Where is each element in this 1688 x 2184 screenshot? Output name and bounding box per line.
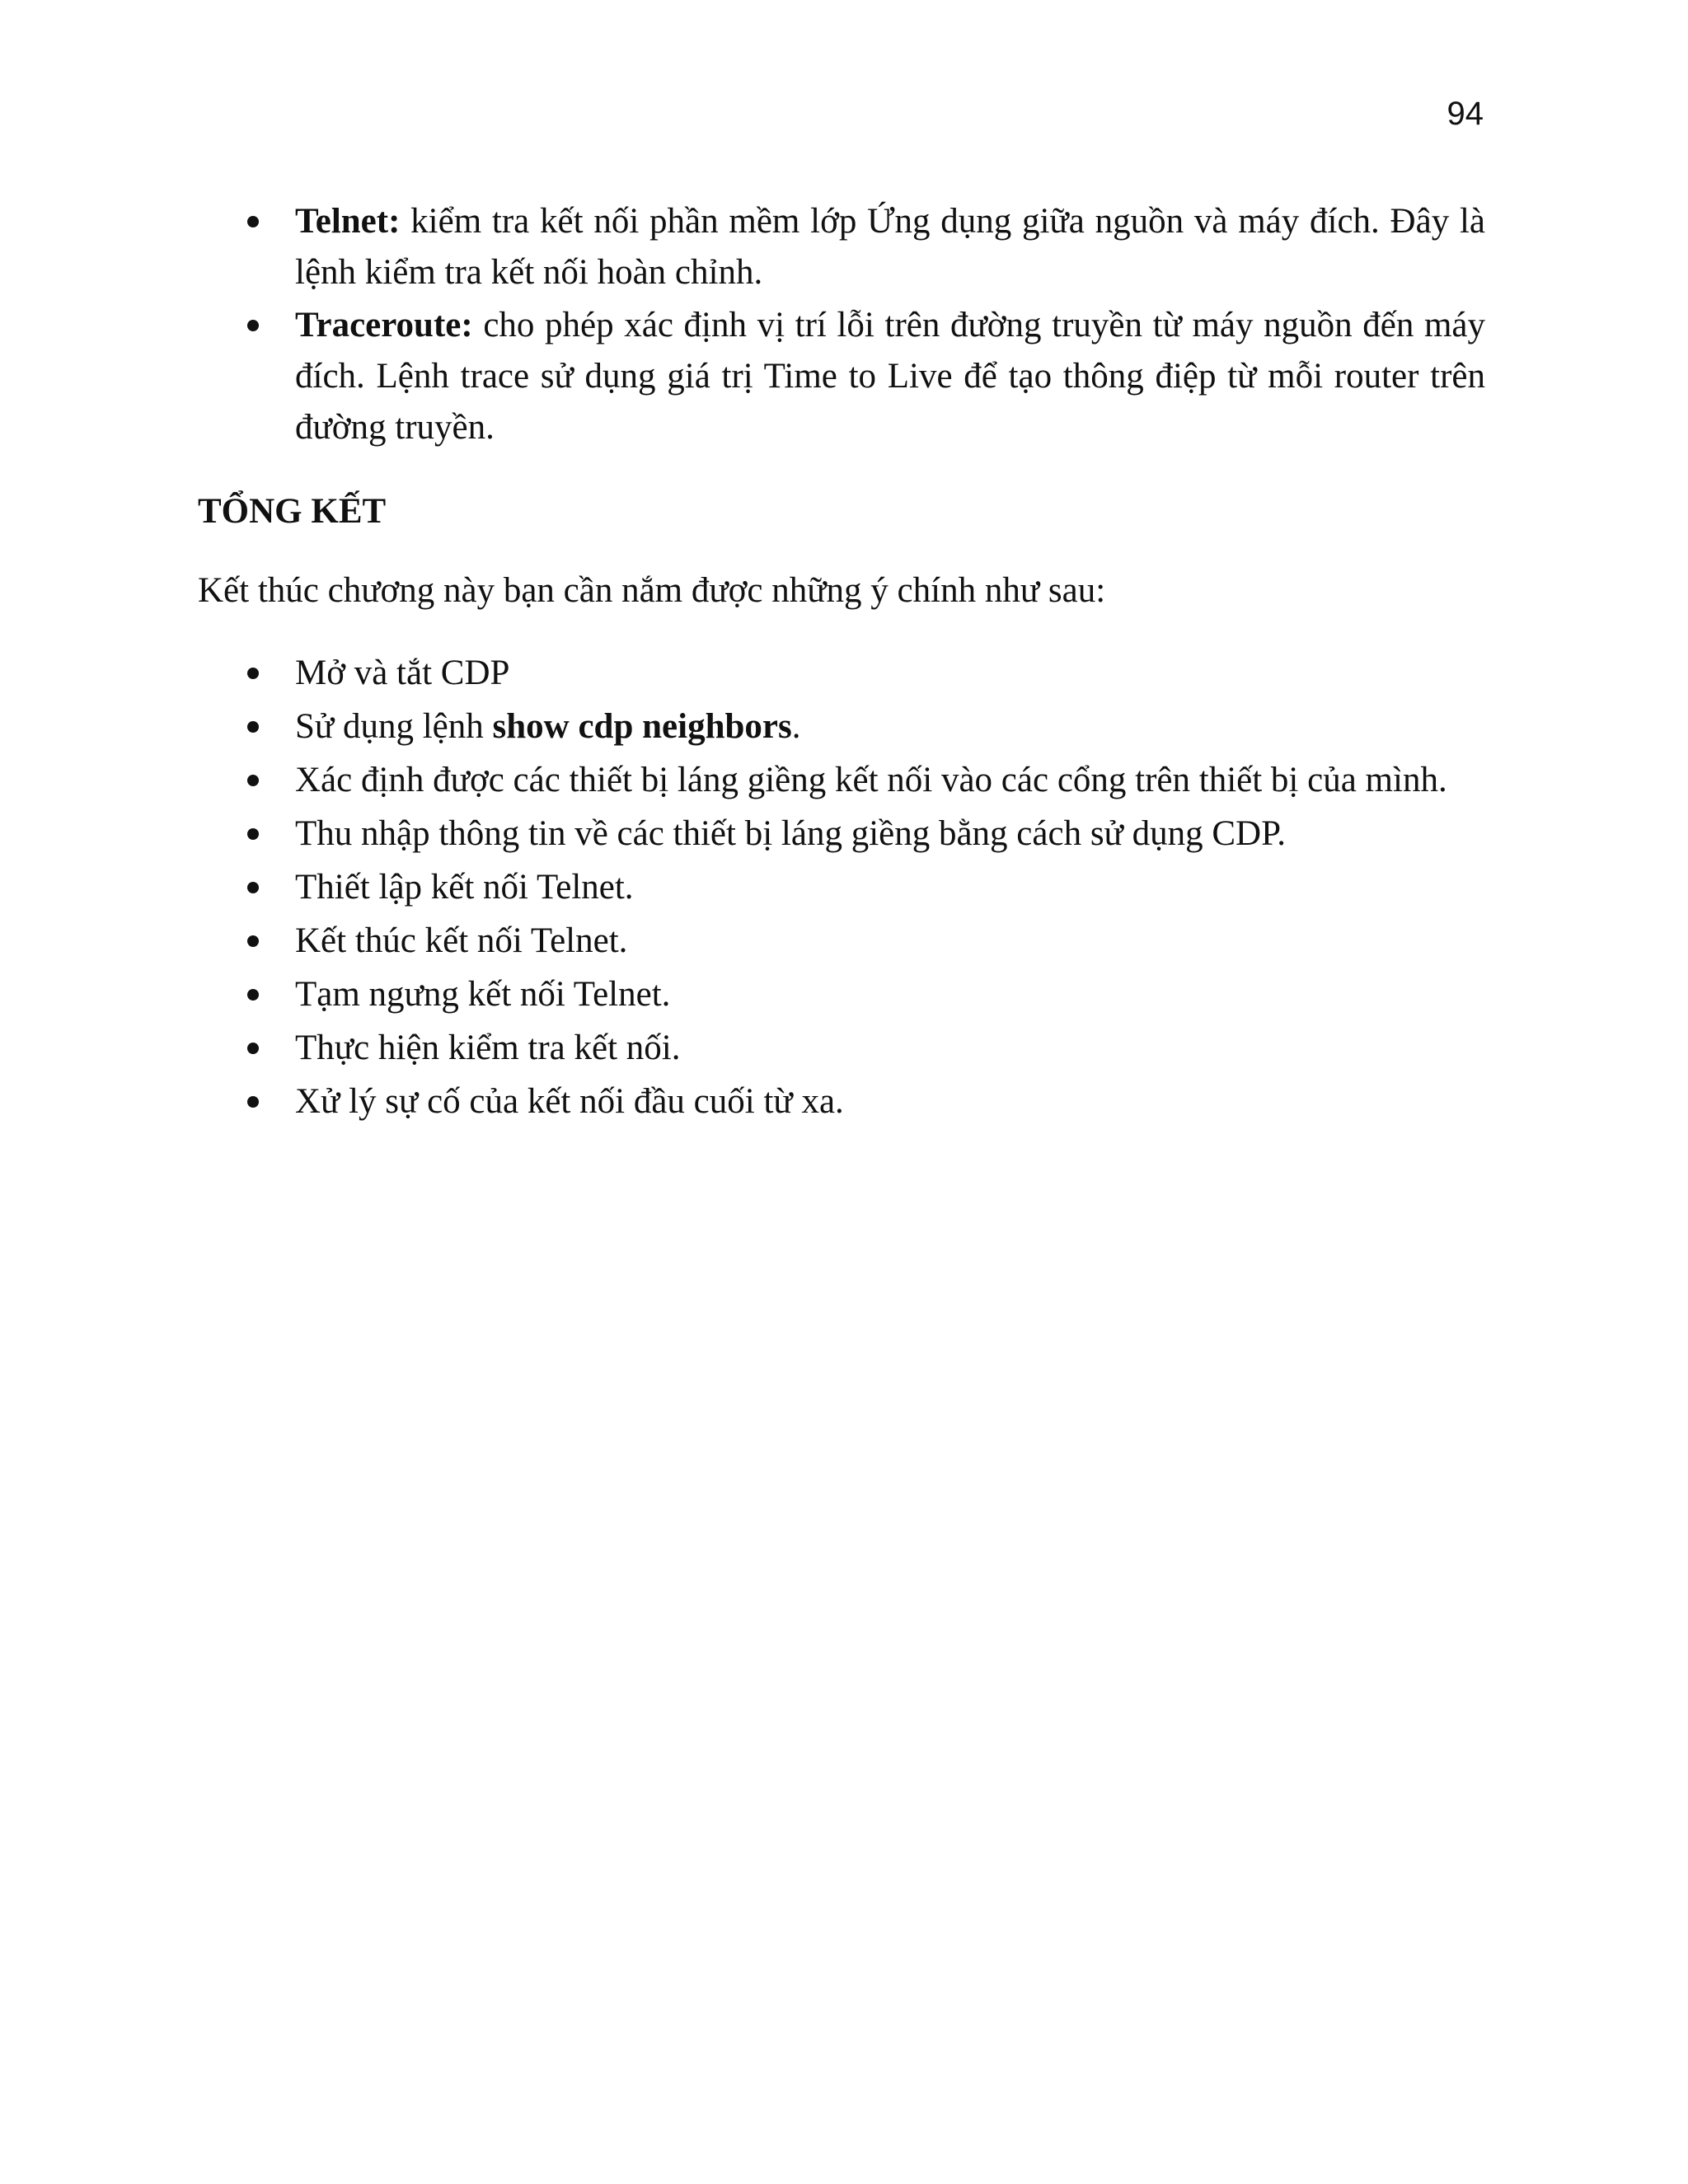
traceroute-list-item — [198, 300, 1485, 453]
summary-intro: Kết thúc chương này bạn cần nắm được những ý chính như sau: — [198, 571, 1106, 610]
telnet-list-item — [198, 196, 1485, 298]
summary-item-collect-info: Thu nhập thông tin về các thiết bị láng giềng bằng cách sử dụng CDP. — [198, 808, 1485, 860]
summary-item-end-telnet: Kết thúc kết nối Telnet. — [198, 916, 1485, 967]
summary-heading: TỔNG KẾT — [198, 492, 387, 531]
summary-item-setup-telnet: Thiết lập kết nối Telnet. — [198, 862, 1485, 913]
summary-item-test-connection: Thực hiện kiểm tra kết nối. — [198, 1023, 1485, 1074]
document-content — [198, 196, 1485, 1130]
summary-item-show-cdp — [198, 701, 1485, 752]
summary-item-troubleshoot: Xử lý sự cố của kết nối đầu cuối từ xa. — [198, 1076, 1485, 1127]
summary-item-show-cdp-prefix: Sử dụng lệnh — [295, 707, 493, 746]
summary-item-neighbors: Xác định được các thiết bị láng giềng kết nối vào các cổng trên thiết bị của mình. — [198, 755, 1485, 806]
traceroute-term: Traceroute: — [295, 306, 473, 344]
page-number: 94 — [1447, 96, 1484, 132]
telnet-term: Telnet: — [295, 202, 401, 241]
show-cdp-command: show cdp neighbors — [492, 707, 792, 746]
summary-item-suspend-telnet: Tạm ngưng kết nối Telnet. — [198, 969, 1485, 1020]
telnet-description: kiểm tra kết nối phần mềm lớp Ứng dụng giữa nguồn và máy đích. Đây là lệnh kiểm tra kết nối hoàn chỉnh. — [295, 202, 1485, 292]
traceroute-description: cho phép xác định vị trí lỗi trên đường truyền từ máy nguồn đến máy đích. Lệnh trace sử dụng giá trị Time to Live để tạo thông điệp từ mỗi router trên đường truyền. — [295, 306, 1485, 447]
connectivity-tools-list — [198, 196, 1485, 453]
summary-list — [198, 648, 1485, 1127]
summary-item-cdp-toggle: Mở và tắt CDP — [198, 648, 1485, 699]
summary-item-show-cdp-suffix: . — [791, 707, 801, 746]
